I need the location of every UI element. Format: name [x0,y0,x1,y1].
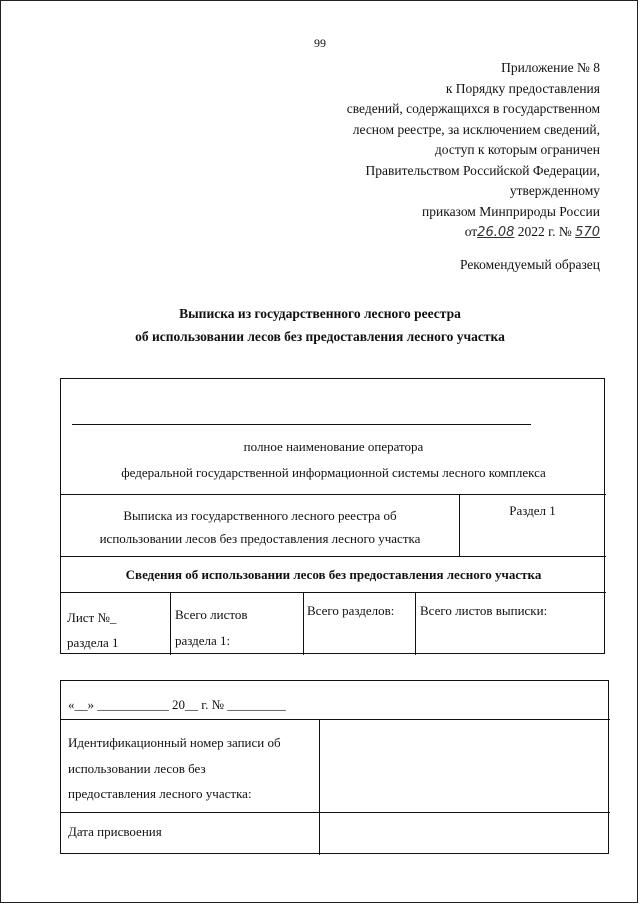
sample-note: Рекомендуемый образец [459,257,600,272]
extract-label-line2: использовании лесов без предоставления лесного участка [99,531,421,546]
record-id-label-line3: предоставления лесного участка: [68,786,252,801]
record-table [60,680,609,854]
row-divider [61,812,610,813]
operator-caption-line1: полное наименование оператора [243,439,424,454]
appendix-line: доступ к которым ограничен [434,142,600,157]
total-extract-sheets-label: Всего листов выписки: [420,603,548,618]
col-divider [170,592,171,655]
page-number: 99 [314,36,326,50]
document-title [0,302,640,348]
section-label: Раздел 1 [509,503,556,518]
extract-label-line1: Выписка из государственного лесного реестра об [123,508,397,523]
row-divider [61,592,606,593]
appendix-block [347,58,600,244]
appendix-line: сведений, содержащихся в государственном [346,101,600,116]
total-sheets-label-line2: раздела 1: [175,633,231,648]
col-divider [415,592,416,655]
title-line-1: Выписка из государственного лесного реестра [179,306,461,321]
record-id-label-line1: Идентификационный номер записи об [68,735,281,750]
col-divider [319,719,320,855]
record-id-label-line2: использовании лесов без [68,761,206,776]
appendix-line: приказом Минприроды России [422,203,600,219]
operator-caption-line2: федеральной государственной информационной системы лесного комплекса [121,465,546,480]
operator-name-underline [72,424,531,425]
extract-header-table [60,378,605,654]
section-heading: Сведения об использовании лесов без предоставления лесного участка [125,567,542,582]
order-prefix: от [464,224,478,239]
row-divider [61,556,606,557]
appendix-line: Приложение № 8 [501,60,600,75]
sheet-number-label-line2: раздела 1 [67,635,119,650]
total-sheets-label-line1: Всего листов [175,607,248,622]
row-divider [61,719,610,720]
order-year: 2022 г. № [514,224,576,239]
record-date-line: «__» ___________ 20__ г. № _________ [68,697,286,712]
handwritten-order-number: 570 [575,225,600,240]
assign-date-label: Дата присвоения [68,824,162,839]
appendix-line: утвержденному [509,183,600,198]
col-divider [303,592,304,655]
sheet-number-label-line1: Лист №_ [67,610,117,625]
total-sections-label: Всего разделов: [307,603,395,618]
row-divider [61,494,606,495]
title-line-2: об использовании лесов без предоставления лесного участка [135,329,505,344]
appendix-line: к Порядку предоставления [445,80,600,96]
handwritten-order-date: 26.08 [477,225,515,240]
appendix-line: Правительством Российской Федерации, [365,162,600,178]
appendix-line: лесном реестре, за исключением сведений, [352,121,600,137]
order-line [347,222,600,244]
